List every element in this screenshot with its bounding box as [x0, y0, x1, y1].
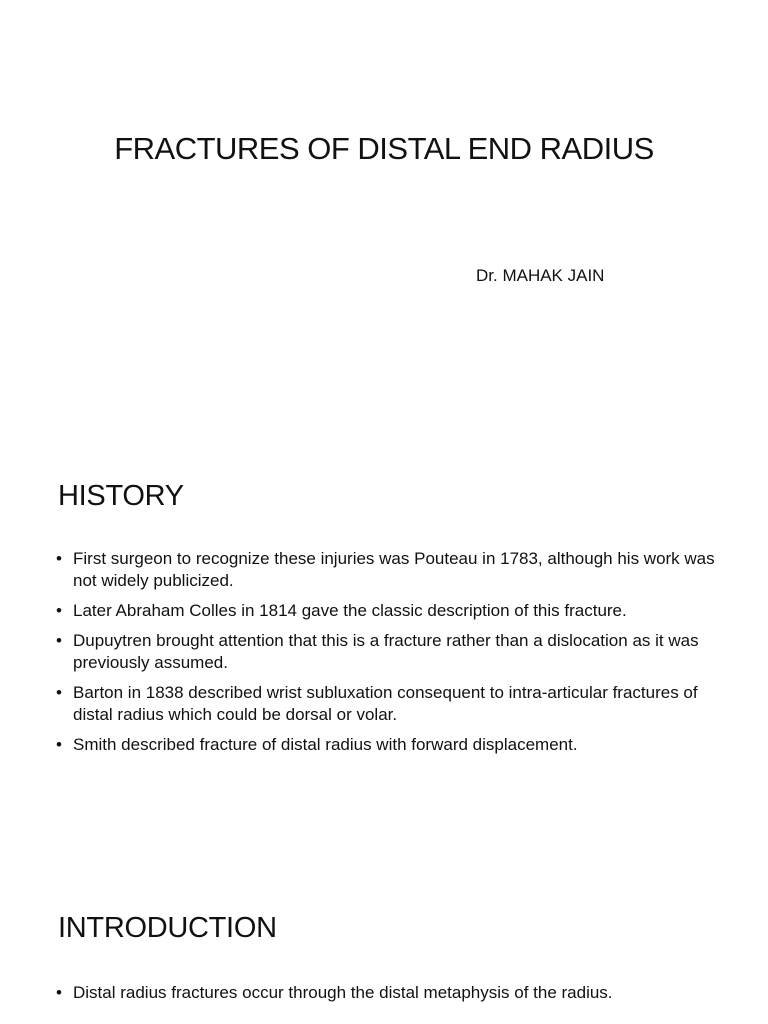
bullet-item: [56, 682, 736, 726]
bullet-item: [56, 600, 736, 622]
author-name: Dr. MAHAK JAIN: [476, 266, 605, 285]
bullet-text: First surgeon to recognize these injuries was Pouteau in 1783, although his work was not widely publicized.: [73, 549, 715, 590]
bullet-icon: •: [56, 601, 62, 620]
bullet-item: [56, 548, 736, 592]
history-heading: HISTORY: [58, 480, 184, 512]
history-slide: [0, 430, 768, 850]
introduction-bullet-list: [56, 982, 736, 1012]
bullet-icon: •: [56, 549, 62, 568]
bullet-text: Distal radius fractures occur through the distal metaphysis of the radius.: [73, 983, 613, 1002]
bullet-icon: •: [56, 683, 62, 702]
title-slide: [0, 0, 768, 430]
bullet-text: Dupuytren brought attention that this is a fracture rather than a dislocation as it was previously assumed.: [73, 631, 699, 672]
bullet-text: Later Abraham Colles in 1814 gave the classic description of this fracture.: [73, 601, 627, 620]
bullet-icon: •: [56, 983, 62, 1002]
bullet-icon: •: [56, 631, 62, 650]
bullet-item: [56, 982, 736, 1004]
bullet-icon: •: [56, 735, 62, 754]
presentation-title: FRACTURES OF DISTAL END RADIUS: [114, 131, 654, 166]
introduction-heading: INTRODUCTION: [58, 912, 277, 944]
introduction-slide: [0, 850, 768, 1024]
bullet-text: Barton in 1838 described wrist subluxation consequent to intra-articular fractures of distal radius which could be dorsal or volar.: [73, 683, 698, 724]
history-bullet-list: [56, 548, 736, 764]
bullet-item: [56, 630, 736, 674]
bullet-item: [56, 734, 736, 756]
bullet-text: Smith described fracture of distal radius with forward displacement.: [73, 735, 578, 754]
